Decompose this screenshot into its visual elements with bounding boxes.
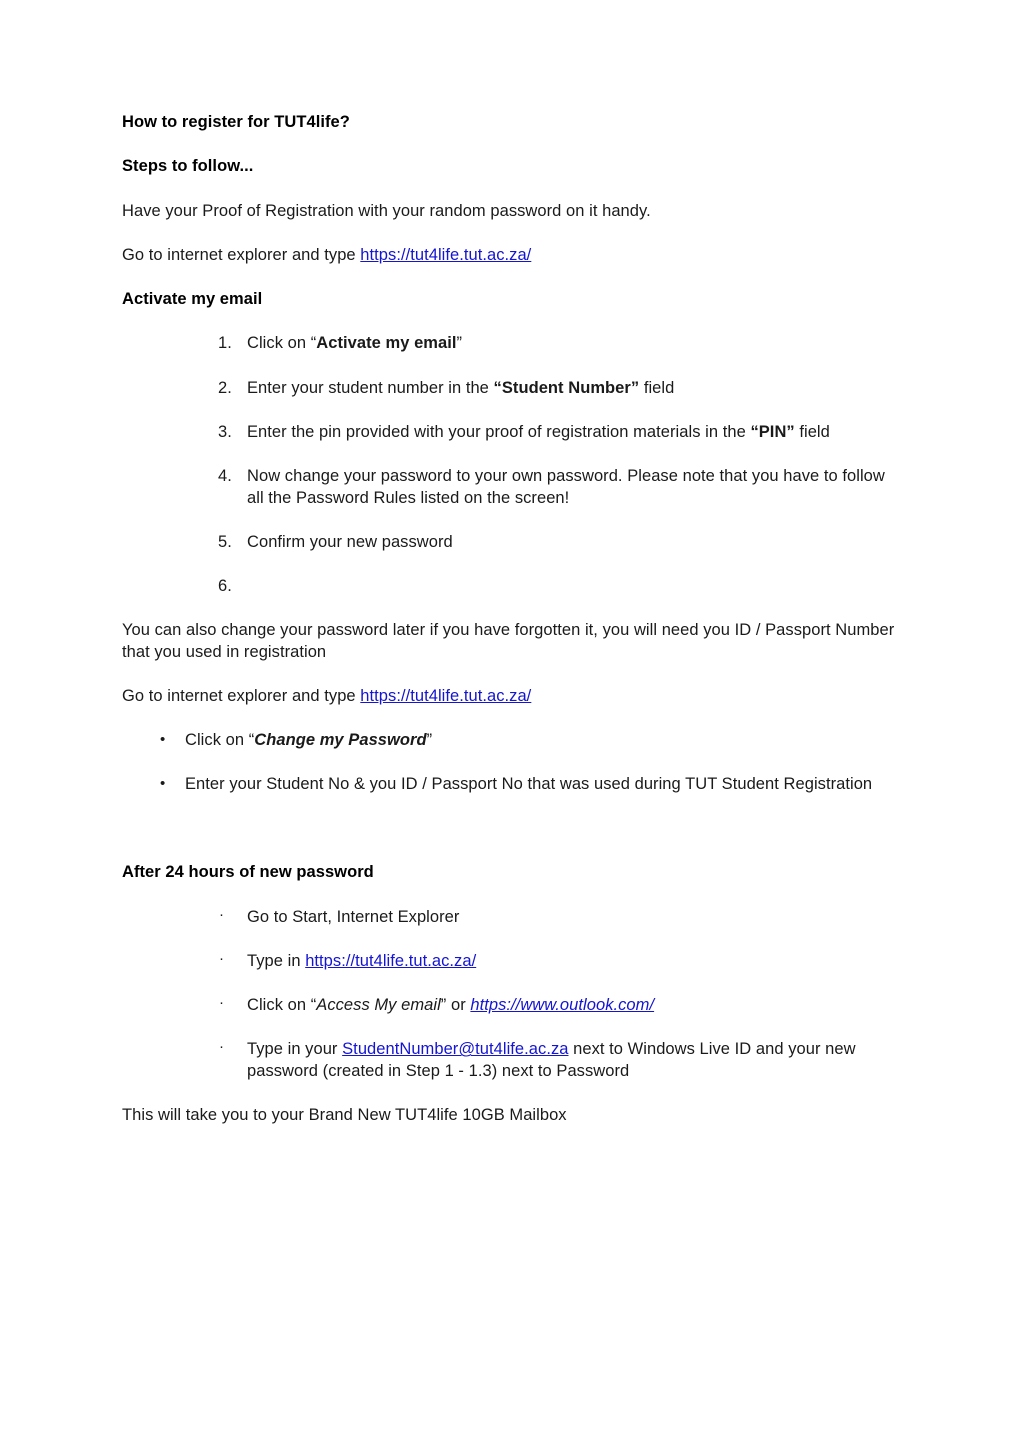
change-password-bullet-list [122, 730, 898, 796]
step-text-pre: Enter your student number in the [247, 378, 494, 397]
steps-to-follow-heading: Steps to follow... [122, 157, 254, 176]
list-marker: 2. [218, 378, 232, 397]
list-item [122, 951, 898, 973]
bullet-icon: • [160, 731, 166, 749]
list-item [122, 1039, 898, 1083]
bullet-text-pre: Enter your Student No & you ID / Passport No that was used during TUT Student Registration [185, 775, 873, 794]
step-text-bold: Activate my email [316, 334, 457, 353]
item-text-emphasis: Access My email [316, 996, 441, 1015]
middot-bullet-icon: · [219, 1038, 225, 1056]
tut4life-link-1[interactable]: https://tut4life.tut.ac.za/ [360, 245, 532, 264]
list-item [122, 422, 898, 444]
step-text-pre: Now change your password to your own password. Please note that you have to follow all the Password Rules listed on the screen! [247, 467, 885, 507]
forgot-password-paragraph: You can also change your password later if you have forgotten it, you will need you ID / Passport Number that you used in registration [122, 620, 895, 661]
list-item [122, 995, 898, 1017]
tut4life-link-2[interactable]: https://tut4life.tut.ac.za/ [360, 686, 532, 705]
outlook-link[interactable]: https://www.outlook.com/ [470, 996, 655, 1015]
tut4life-link-3[interactable]: https://tut4life.tut.ac.za/ [305, 951, 477, 970]
after-24-hours-list [122, 907, 898, 1083]
activate-my-email-heading: Activate my email [122, 290, 263, 309]
paragraph-spacer [122, 819, 898, 840]
middot-bullet-icon: · [219, 994, 225, 1012]
closing-paragraph: This will take you to your Brand New TUT4life 10GB Mailbox [122, 1106, 567, 1125]
bullet-text-emphasis: Change my Password [254, 731, 427, 750]
goto-prefix-text-2: Go to internet explorer and type [122, 686, 361, 705]
item-text-prefix: Click on “ [247, 996, 317, 1015]
item-text-mid: ” or [440, 996, 471, 1015]
list-item [122, 730, 898, 752]
list-item [122, 466, 898, 510]
goto-prefix-text-1: Go to internet explorer and type [122, 245, 361, 264]
list-item [122, 378, 898, 400]
step-text-post: field [794, 422, 830, 441]
document-title: How to register for TUT4life? [122, 113, 350, 131]
item-text-prefix: Type in your [247, 1040, 343, 1059]
step-text-pre: Confirm your new password [247, 533, 453, 552]
list-item [122, 532, 898, 554]
step-text-bold: “Student Number” [493, 378, 640, 397]
list-item [122, 333, 898, 355]
item-text-suffix: next to Windows Live ID and your new password (created in Step 1 - 1.3) next to Password [247, 1040, 856, 1081]
item-text-prefix: Type in [247, 951, 306, 970]
after-24-hours-heading: After 24 hours of new password [122, 863, 374, 882]
list-marker: 5. [218, 533, 232, 552]
middot-bullet-icon: · [219, 949, 225, 967]
goto-explorer-paragraph-1 [122, 245, 898, 267]
list-marker: 1. [218, 334, 232, 353]
step-text-pre: Enter the pin provided with your proof of registration materials in the [247, 422, 751, 441]
bullet-icon: • [160, 775, 166, 793]
step-text-post: field [639, 378, 675, 397]
bullet-text-post: ” [426, 731, 433, 750]
item-text: Go to Start, Internet Explorer [247, 907, 460, 926]
goto-explorer-paragraph-2 [122, 686, 898, 708]
list-item [122, 774, 898, 796]
list-marker: 6. [218, 577, 232, 596]
bullet-text-pre: Click on “ [185, 731, 255, 750]
step-text-bold: “PIN” [750, 422, 795, 441]
list-marker: 3. [218, 422, 232, 441]
list-item [122, 907, 898, 929]
student-email-link[interactable]: StudentNumber@tut4life.ac.za [342, 1040, 569, 1059]
intro-paragraph: Have your Proof of Registration with your random password on it handy. [122, 201, 651, 220]
document-body [122, 112, 898, 1127]
step-text-pre: Click on “ [247, 334, 317, 353]
activate-steps-list [122, 333, 898, 597]
step-text-post: ” [456, 334, 463, 353]
list-marker: 4. [218, 467, 232, 486]
list-item [122, 576, 898, 597]
middot-bullet-icon: · [219, 905, 225, 923]
